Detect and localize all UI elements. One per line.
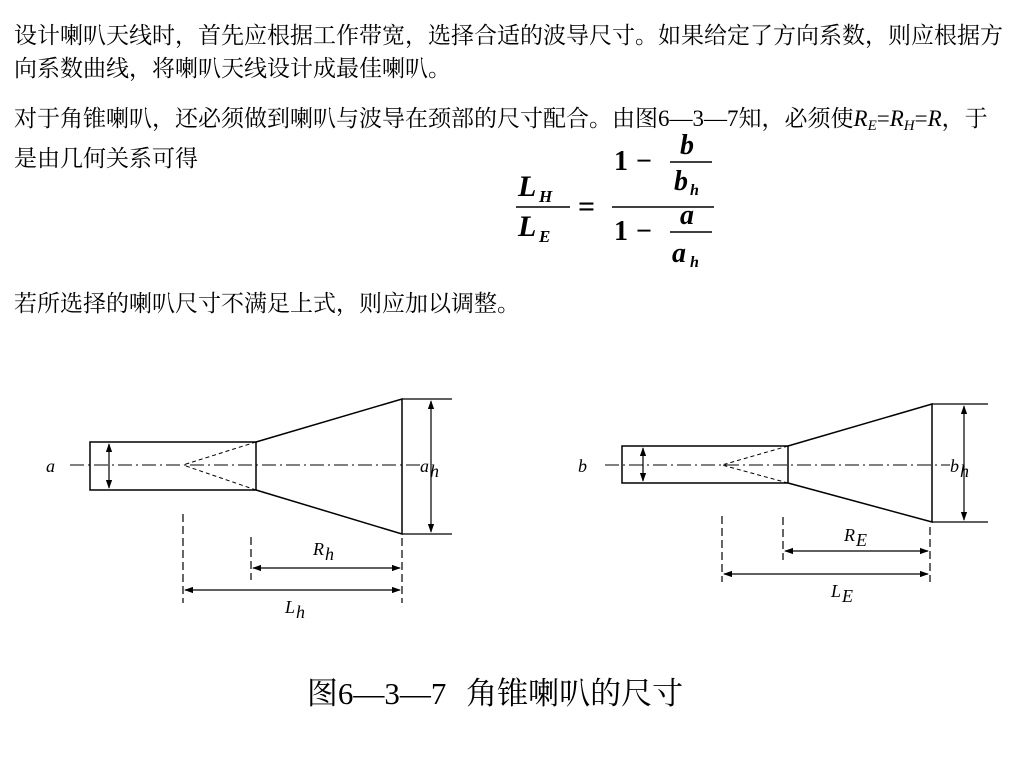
formula-sub-H: H bbox=[539, 187, 553, 206]
p2-var-R: R bbox=[889, 106, 904, 131]
p2-eq-1: = bbox=[876, 106, 890, 131]
formula-den-minus: − bbox=[636, 216, 652, 247]
horn-dimension-diagram bbox=[0, 385, 1024, 635]
formula-sub-E: E bbox=[539, 227, 551, 246]
label-bh: b bbox=[950, 456, 959, 476]
p2-eq-2: = bbox=[914, 106, 928, 131]
h-plane-view bbox=[70, 399, 452, 603]
formula-den-a: a bbox=[680, 200, 694, 231]
p2-tail: ，于是由几何关系可得 bbox=[14, 106, 988, 172]
e-plane-view bbox=[605, 404, 988, 582]
label-ah: a bbox=[420, 456, 429, 476]
p2-sub-H: H bbox=[903, 118, 915, 134]
label-ah-sub: h bbox=[430, 461, 439, 481]
label-Rh-sub: h bbox=[325, 544, 334, 564]
e-horn-flare bbox=[788, 404, 932, 522]
label-Lh-sub: h bbox=[296, 602, 305, 622]
formula-equals: = bbox=[578, 190, 596, 223]
caption-prefix: 图 bbox=[306, 676, 338, 712]
formula-num-bh: b bbox=[674, 166, 688, 197]
e-apex-line-bottom bbox=[722, 465, 788, 483]
label-Rh: R bbox=[313, 539, 324, 559]
formula-den-sub-h: h bbox=[690, 254, 699, 271]
label-RE-sub: E bbox=[856, 530, 867, 550]
h-horn-flare bbox=[256, 399, 402, 534]
formula-den-one: 1 bbox=[614, 216, 628, 247]
h-apex-line-bottom bbox=[183, 465, 256, 490]
label-LE: L bbox=[831, 581, 842, 601]
p2-lead: 对于角锥喇叭，还必须做到喇叭与波导在颈部的尺寸配合。由图 bbox=[14, 106, 658, 132]
horn-ratio-formula bbox=[500, 128, 730, 278]
formula-num-minus: − bbox=[636, 146, 652, 177]
formula-num-b: b bbox=[680, 130, 694, 161]
label-bh-sub: h bbox=[960, 461, 969, 481]
p2-mid: 知，必须使 bbox=[738, 106, 854, 132]
formula-L-top: L bbox=[518, 170, 537, 203]
label-b: b bbox=[578, 456, 587, 476]
p2-fig-ref: 6—3—7 bbox=[658, 106, 739, 131]
caption-title: 角锥喇叭的尺寸 bbox=[466, 676, 684, 712]
formula-L-bottom: L bbox=[518, 210, 537, 243]
paragraph-intro: 设计喇叭天线时，首先应根据工作带宽，选择合适的波导尺寸。如果给定了方向系数，则应根据方向系数曲线，将喇叭天线设计成最佳喇叭。 bbox=[14, 23, 1003, 82]
caption-number: 6—3—7 bbox=[337, 676, 447, 711]
label-Lh: L bbox=[285, 597, 296, 617]
label-RE: R bbox=[844, 525, 855, 545]
formula-den-ah: a bbox=[672, 238, 686, 269]
p2-var-R: R bbox=[853, 106, 868, 131]
h-apex-line-top bbox=[183, 442, 256, 465]
formula-num-one: 1 bbox=[614, 146, 628, 177]
label-LE-sub: E bbox=[842, 586, 853, 606]
p2-sub-E: E bbox=[867, 118, 877, 134]
figure-caption bbox=[0, 674, 990, 714]
paragraph-adjust: 若所选择的喇叭尺寸不满足上式，则应加以调整。 bbox=[14, 291, 520, 317]
label-a: a bbox=[46, 456, 55, 476]
p2-var-R: R bbox=[927, 106, 942, 131]
e-apex-line-top bbox=[722, 446, 788, 465]
formula-num-sub-h: h bbox=[690, 182, 699, 199]
h-waveguide bbox=[90, 442, 256, 490]
